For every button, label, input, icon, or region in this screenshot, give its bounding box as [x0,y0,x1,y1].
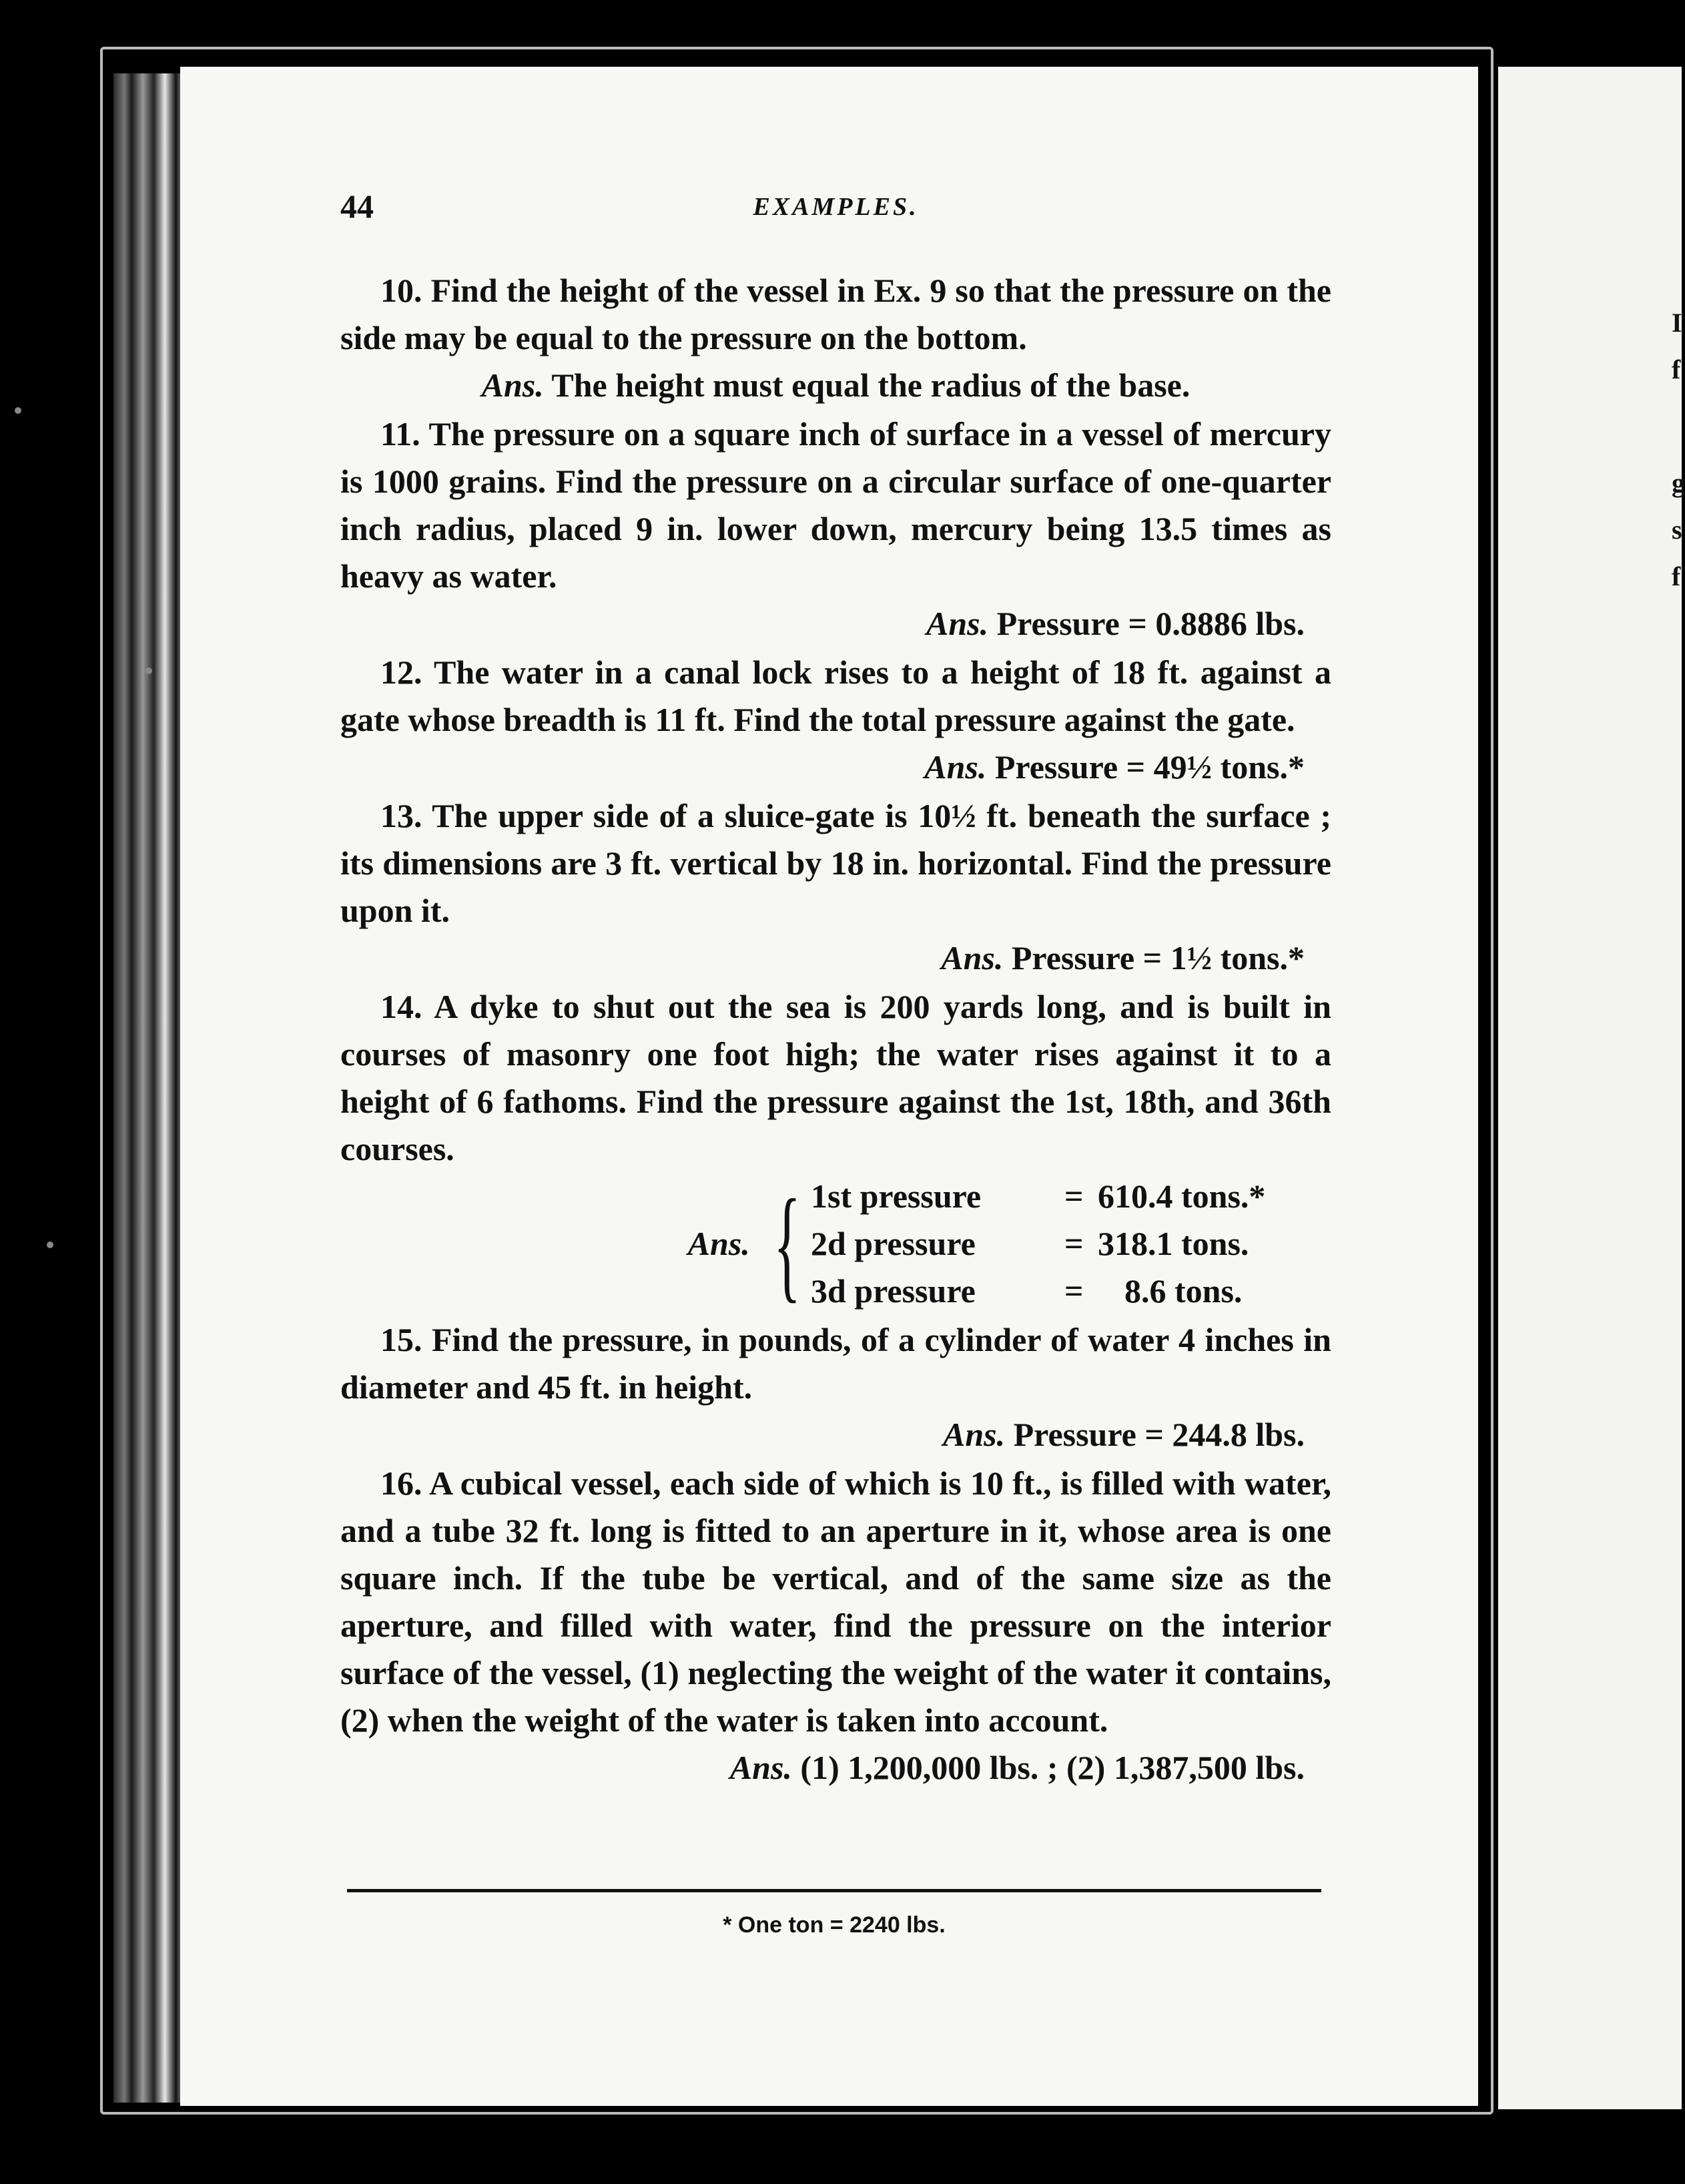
problem-text: 16. A cubical vessel, each side of which is 10 ft., is filled with water, and a tube 32 ft. long is fitted to an aperture in it, whose area is one square inch. If the tube be vertical, and of the same size as the aperture, and filled with water, find the pressure on the interior surface of the vessel, (1) neglecting the weight of the water it contains, (2) when the weight of the water is taken into account. [340,1464,1331,1739]
answer-text: Pressure = 0.8886 lbs. [996,605,1305,642]
answer-line [340,744,1331,791]
answer-line [340,362,1331,409]
problem-14 [340,983,1331,1315]
answer-text: Pressure = 244.8 lbs. [1013,1416,1305,1453]
problem-13 [340,792,1331,982]
facing-page-fragment: f [1672,561,1681,591]
answer-line [340,600,1331,647]
answer-line [340,1411,1331,1458]
answer-label: Ans. [926,605,989,642]
problem-15 [340,1316,1331,1458]
answer-row-eq: = [1064,1272,1084,1310]
problems-list [340,267,1331,1793]
book-binding [113,73,187,2103]
facing-page-fragment: f [1672,354,1681,384]
answer-block [340,1173,1331,1315]
facing-page-fragment: I [1672,308,1682,338]
footnote: * One ton = 2240 lbs. [723,1912,946,1938]
answer-label: Ans. [942,1416,1006,1453]
answer-label: Ans. [729,1749,792,1786]
problem-text: 14. A dyke to shut out the sea is 200 yards long, and is built in courses of masonry one foot high; the water rises against it to a height of 6 fathoms. Find the pressure against the 1st, 18th, and 36th courses. [340,988,1331,1167]
answer-row-eq: = [1064,1225,1084,1262]
facing-page-fragment: s [1672,515,1682,545]
answer-label: Ans. [481,366,544,404]
problem-11 [340,411,1331,647]
answer-row [811,1220,1278,1268]
answer-label: Ans. [687,1225,750,1262]
answer-line [340,934,1331,982]
answer-row-value: 318.1 tons. [1098,1225,1249,1262]
page-header [340,187,1331,227]
answer-text: The height must equal the radius of the base. [551,366,1191,404]
answer-row [811,1268,1278,1315]
answer-text: Pressure = 1½ tons.* [1011,939,1305,977]
problem-10 [340,267,1331,409]
answer-row-eq: = [1064,1177,1084,1215]
problem-text: 15. Find the pressure, in pounds, of a cylinder of water 4 inches in diameter and 45 ft. in height. [340,1321,1331,1406]
answer-row-label: 2d pressure [811,1225,976,1262]
scan-speck [15,407,21,414]
footnote-rule [347,1889,1321,1892]
answer-text: Pressure = 49½ tons.* [994,748,1305,786]
answer-line [340,1744,1331,1792]
facing-page-fragment: g [1672,468,1685,498]
answer-label: Ans. [924,748,987,786]
answer-row-label: 3d pressure [811,1272,976,1310]
scan-speck [145,667,152,674]
problem-16 [340,1460,1331,1792]
running-head: EXAMPLES. [753,193,919,221]
scan-speck [47,1242,53,1248]
brace-icon: { [773,1173,801,1314]
answer-row [811,1173,1278,1220]
facing-page-edge [1498,67,1685,2109]
answer-label: Ans. [941,939,1004,977]
answer-row-value: 610.4 tons.* [1098,1177,1266,1215]
answer-row-label: 1st pressure [811,1177,982,1215]
problem-text: 13. The upper side of a sluice-gate is 10½ ft. beneath the surface ; its dimensions are 3 ft. vertical by 18 in. horizontal. Find the pressure upon it. [340,797,1331,929]
answer-rows [811,1173,1278,1315]
problem-text: 12. The water in a canal lock rises to a height of 18 ft. against a gate whose breadth is 11 ft. Find the total pressure against the gate. [340,653,1331,738]
page-number: 44 [340,188,374,225]
problem-12 [340,649,1331,791]
answer-text: (1) 1,200,000 lbs. ; (2) 1,387,500 lbs. [800,1749,1305,1786]
answer-row-value: 8.6 tons. [1124,1272,1243,1310]
problem-text: 11. The pressure on a square inch of surface in a vessel of mercury is 1000 grains. Find the pressure on a circular surface of one-quarter inch radius, placed 9 in. lower down, mercury being 13.5 times as heavy as water. [340,415,1331,595]
problem-text: 10. Find the height of the vessel in Ex. 9 so that the pressure on the side may be equal to the pressure on the bottom. [340,272,1331,356]
